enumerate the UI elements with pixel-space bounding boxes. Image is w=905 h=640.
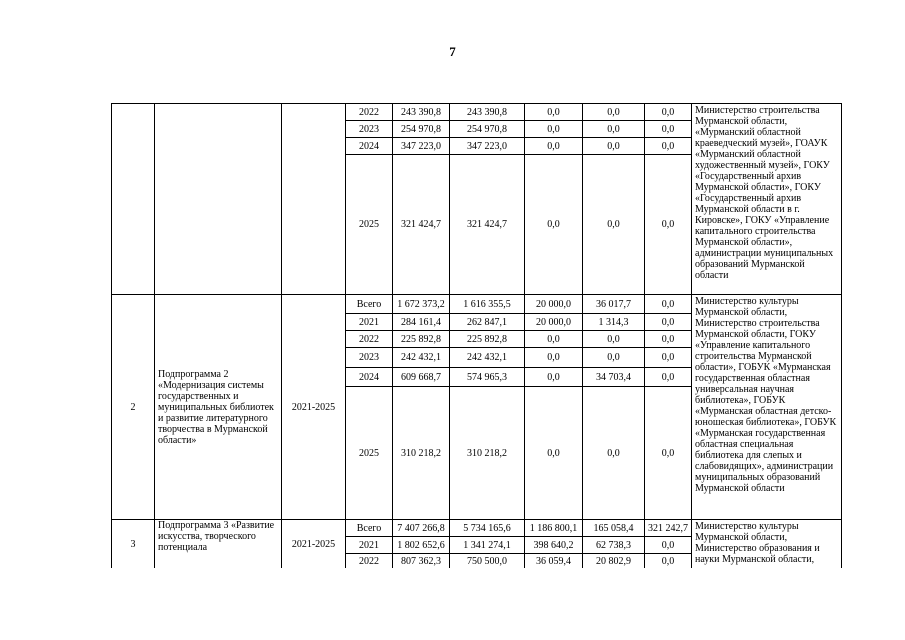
amount-cell: 0,0 [645, 314, 692, 331]
amount-cell: 0,0 [525, 104, 583, 121]
page-number: 7 [449, 44, 456, 59]
amount-cell: 0,0 [645, 368, 692, 387]
amount-cell: 20 802,9 [583, 554, 645, 570]
amount-cell: 347 223,0 [450, 138, 525, 155]
amount-cell: 20 000,0 [525, 295, 583, 314]
amount-cell: 310 218,2 [450, 387, 525, 520]
row-number-cell: 3 [112, 520, 155, 570]
amount-cell: 0,0 [583, 155, 645, 295]
amount-cell: 0,0 [525, 121, 583, 138]
amount-cell: 0,0 [583, 138, 645, 155]
year-cell: 2021 [346, 314, 393, 331]
amount-cell: 1 672 373,2 [393, 295, 450, 314]
amount-cell: 750 500,0 [450, 554, 525, 570]
amount-cell: 284 161,4 [393, 314, 450, 331]
amount-cell: 1 616 355,5 [450, 295, 525, 314]
amount-cell: 0,0 [525, 368, 583, 387]
amount-cell: 0,0 [645, 155, 692, 295]
amount-cell: 0,0 [525, 387, 583, 520]
term-cell [282, 104, 346, 295]
amount-cell: 321 424,7 [450, 155, 525, 295]
amount-cell: 0,0 [645, 554, 692, 570]
year-cell: 2024 [346, 138, 393, 155]
amount-cell: 0,0 [583, 387, 645, 520]
year-cell: Всего [346, 295, 393, 314]
executors-cell: Министерство строительства Мурманской области, «Мурманский областной краеведческий музей», ГОАУК «Мурманский областной художественный музей», ГОКУ «Государственный архив Мурманской области», ГОКУ «Государственный архив Мурманской области в г. Кировске», ГОКУ «Управление капитального строительства Мурманской области», администрации муниципальных образований Мурманской области [692, 104, 842, 295]
amount-cell: 254 970,8 [450, 121, 525, 138]
program-name-cell: Подпрограмма 2 «Модернизация системы государственных и муниципальных библиотек и развитие литературного творчества в Мурманской области» [155, 295, 282, 520]
amount-cell: 0,0 [525, 348, 583, 368]
amount-cell: 807 362,3 [393, 554, 450, 570]
budget-table [111, 103, 842, 570]
amount-cell: 5 734 165,6 [450, 520, 525, 537]
amount-cell: 34 703,4 [583, 368, 645, 387]
amount-cell: 242 432,1 [393, 348, 450, 368]
amount-cell: 0,0 [645, 331, 692, 348]
term-cell: 2021-2025 [282, 295, 346, 520]
amount-cell: 165 058,4 [583, 520, 645, 537]
year-cell: 2022 [346, 331, 393, 348]
amount-cell: 310 218,2 [393, 387, 450, 520]
amount-cell: 609 668,7 [393, 368, 450, 387]
amount-cell: 243 390,8 [450, 104, 525, 121]
amount-cell: 0,0 [583, 104, 645, 121]
amount-cell: 574 965,3 [450, 368, 525, 387]
amount-cell: 7 407 266,8 [393, 520, 450, 537]
page-bottom-margin [0, 568, 905, 640]
amount-cell: 0,0 [645, 348, 692, 368]
term-cell: 2021-2025 [282, 520, 346, 570]
amount-cell: 262 847,1 [450, 314, 525, 331]
year-cell: 2025 [346, 155, 393, 295]
amount-cell: 0,0 [645, 121, 692, 138]
amount-cell: 36 059,4 [525, 554, 583, 570]
year-cell: 2022 [346, 104, 393, 121]
amount-cell: 242 432,1 [450, 348, 525, 368]
amount-cell: 254 970,8 [393, 121, 450, 138]
amount-cell: 225 892,8 [393, 331, 450, 348]
executors-cell: Министерство культуры Мурманской области, Министерство образования и науки Мурманской области, [692, 520, 842, 570]
amount-cell: 0,0 [583, 121, 645, 138]
table-row [112, 520, 842, 537]
amount-cell: 36 017,7 [583, 295, 645, 314]
amount-cell: 0,0 [525, 155, 583, 295]
amount-cell: 1 802 652,6 [393, 537, 450, 554]
amount-cell: 243 390,8 [393, 104, 450, 121]
amount-cell: 321 424,7 [393, 155, 450, 295]
amount-cell: 0,0 [583, 348, 645, 368]
amount-cell: 347 223,0 [393, 138, 450, 155]
amount-cell: 321 242,7 [645, 520, 692, 537]
row-number-cell [112, 104, 155, 295]
amount-cell: 0,0 [645, 387, 692, 520]
year-cell: 2024 [346, 368, 393, 387]
year-cell: 2022 [346, 554, 393, 570]
amount-cell: 0,0 [645, 295, 692, 314]
amount-cell: 62 738,3 [583, 537, 645, 554]
amount-cell: 0,0 [645, 104, 692, 121]
amount-cell: 0,0 [525, 331, 583, 348]
amount-cell: 225 892,8 [450, 331, 525, 348]
program-name-cell [155, 104, 282, 295]
table-row [112, 295, 842, 314]
amount-cell: 398 640,2 [525, 537, 583, 554]
amount-cell: 20 000,0 [525, 314, 583, 331]
amount-cell: 1 186 800,1 [525, 520, 583, 537]
amount-cell: 1 314,3 [583, 314, 645, 331]
year-cell: 2023 [346, 348, 393, 368]
amount-cell: 0,0 [525, 138, 583, 155]
row-number-cell: 2 [112, 295, 155, 520]
amount-cell: 0,0 [645, 138, 692, 155]
amount-cell: 1 341 274,1 [450, 537, 525, 554]
amount-cell: 0,0 [645, 537, 692, 554]
year-cell: 2021 [346, 537, 393, 554]
table-row [112, 104, 842, 121]
year-cell: 2025 [346, 387, 393, 520]
executors-cell: Министерство культуры Мурманской области, Министерство строительства Мурманской области, ГОКУ «Управление капитального строительства Мурманской области», ГОБУК «Мурманская государственная областная универсальная научная библиотека», ГОБУК «Мурманская областная детско-юношеская библиотека», ГОБУК «Мурманская государственная областная специальная библиотека для слепых и слабовидящих», администрации муниципальных образований Мурманской области [692, 295, 842, 520]
amount-cell: 0,0 [583, 331, 645, 348]
program-name-cell: Подпрограмма 3 «Развитие искусства, творческого потенциала [155, 520, 282, 570]
year-cell: 2023 [346, 121, 393, 138]
year-cell: Всего [346, 520, 393, 537]
